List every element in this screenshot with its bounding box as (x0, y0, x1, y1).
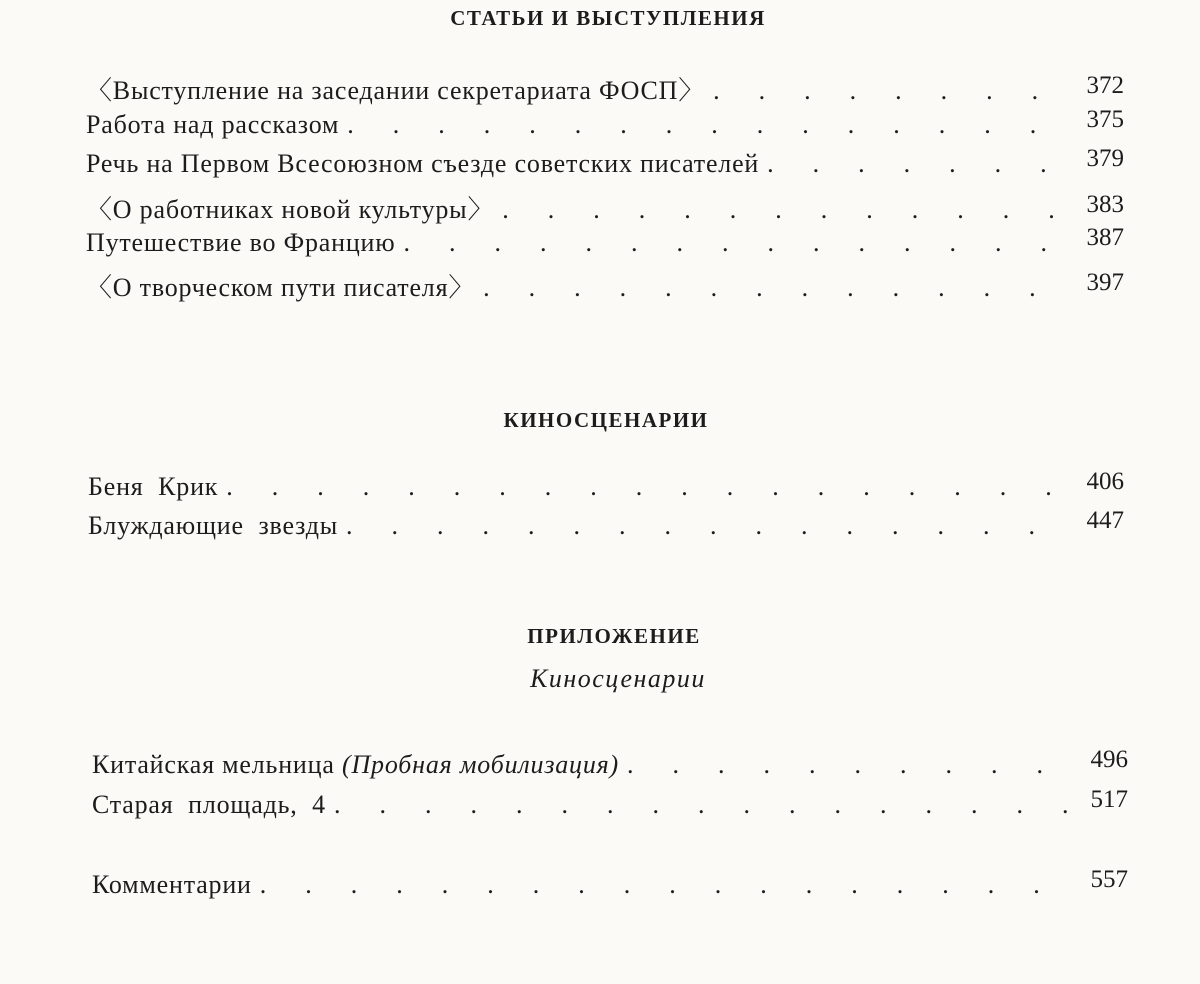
toc-entry-title: Речь на Первом Всесоюзном съезде советских писателей (86, 149, 760, 178)
section-subheading-appendix: Киносценарии (530, 664, 706, 693)
section-heading-screenplays: КИНОСЦЕНАРИИ (503, 408, 709, 432)
section-heading-articles: СТАТЬИ И ВЫСТУПЛЕНИЯ (450, 6, 766, 30)
toc-entry[interactable] (86, 267, 1124, 304)
dot-leader (475, 273, 1062, 303)
dot-leader (218, 472, 1062, 502)
toc-entry-title: Беня Крик (88, 472, 219, 501)
toc-entry-page: 406 (1086, 468, 1124, 495)
toc-entry-page: 517 (1090, 786, 1128, 813)
toc-entry[interactable] (86, 145, 1124, 179)
toc-entry[interactable] (92, 786, 1128, 820)
toc-entry-title: 〈Выступление на заседании секретариата ФОСП〉 (86, 76, 706, 105)
toc-entry-title: Комментарии (92, 870, 252, 899)
dot-leader (705, 76, 1062, 106)
toc-entry-title: 〈О работниках новой культуры〉 (86, 195, 495, 224)
dot-leader (326, 790, 1067, 820)
dot-leader (252, 870, 1067, 900)
dot-leader (619, 750, 1066, 780)
toc-entry-page: 372 (1086, 72, 1124, 99)
dot-leader (494, 195, 1062, 225)
toc-entry-title: 〈О творческом пути писателя〉 (86, 273, 476, 302)
section-heading-appendix: ПРИЛОЖЕНИЕ (527, 624, 701, 648)
toc-entry[interactable] (92, 746, 1128, 780)
toc-entry-page: 375 (1086, 106, 1124, 133)
toc-entry[interactable] (86, 189, 1124, 226)
toc-entry-commentary[interactable] (92, 866, 1128, 900)
toc-entry-page: 447 (1086, 507, 1124, 534)
toc-entry[interactable] (88, 507, 1124, 541)
toc-entry[interactable] (86, 70, 1124, 107)
toc-entry-page: 496 (1090, 746, 1128, 773)
toc-entry-title: Путешествие во Францию (86, 228, 396, 257)
toc-entry-page: 387 (1086, 224, 1124, 251)
dot-leader (339, 110, 1062, 140)
dot-leader (395, 228, 1062, 258)
dot-leader (759, 149, 1062, 179)
toc-entry-title: Блуждающие звезды (88, 511, 338, 540)
toc-entry-page: 397 (1086, 269, 1124, 296)
toc-entry-page: 383 (1086, 191, 1124, 218)
dot-leader (338, 511, 1063, 541)
toc-entry[interactable] (88, 468, 1124, 502)
toc-entry[interactable] (86, 224, 1124, 258)
toc-entry-page: 557 (1090, 866, 1128, 893)
toc-entry-title-main: Китайская мельница (92, 750, 335, 779)
toc-entry-title: Старая площадь, 4 (92, 790, 326, 819)
toc-entry-page: 379 (1086, 145, 1124, 172)
toc-entry-title-subtitle: (Пробная мобилизация) (342, 750, 620, 779)
toc-entry[interactable] (86, 106, 1124, 140)
toc-entry-title: Работа над рассказом (86, 110, 340, 139)
toc-entry-title (92, 750, 619, 780)
